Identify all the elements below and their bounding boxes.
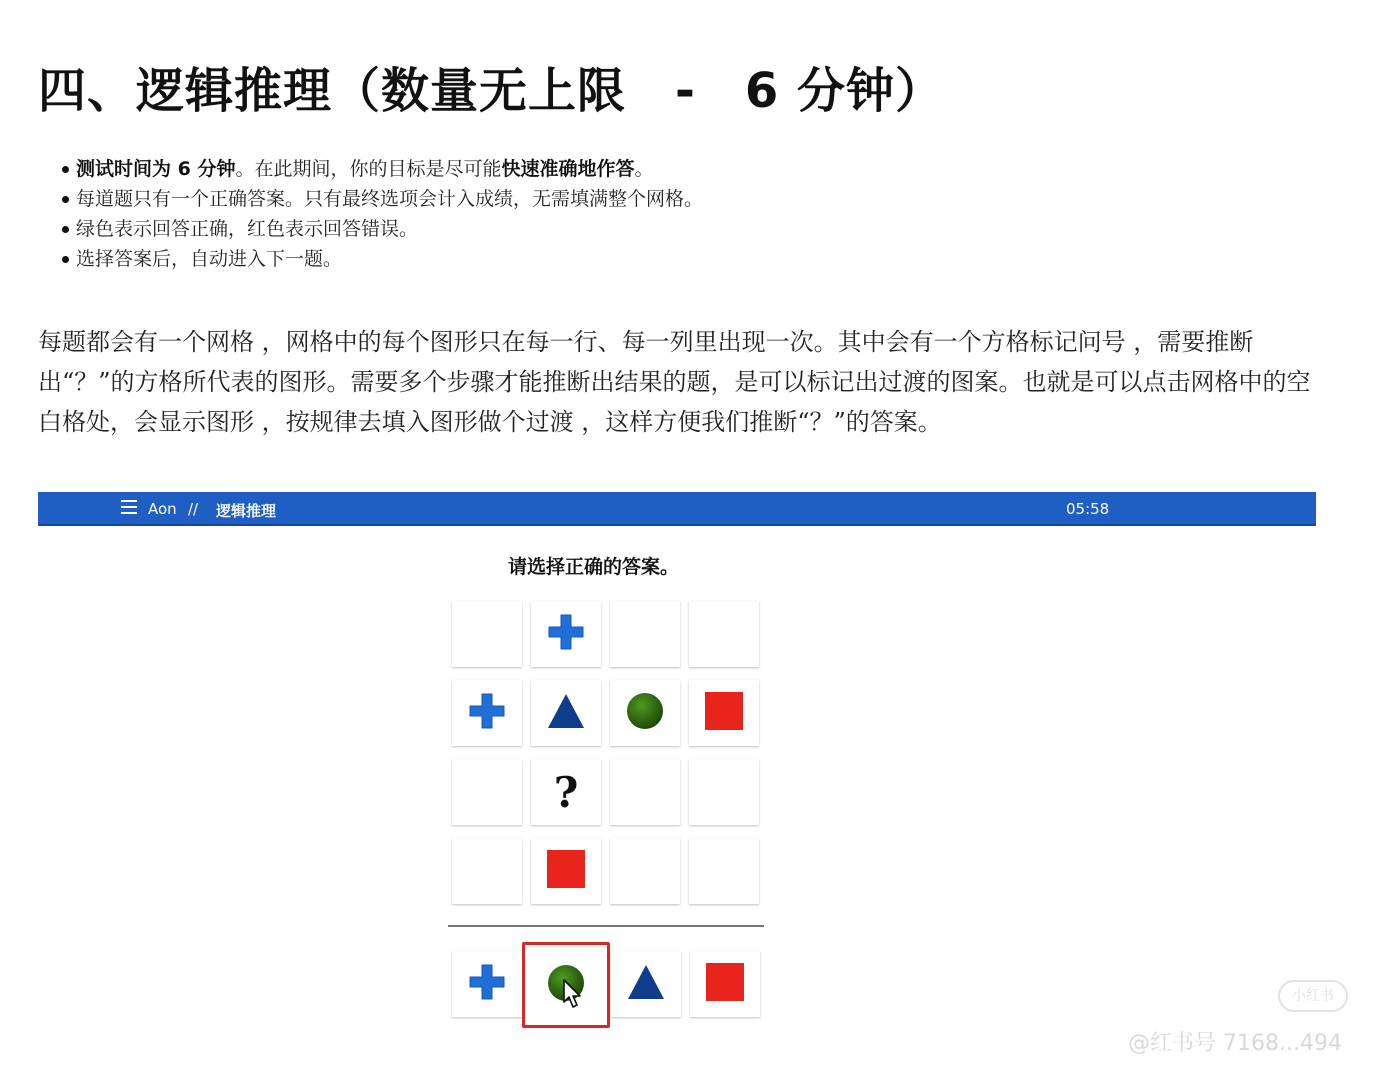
- answer-option-triangle[interactable]: [611, 951, 681, 1017]
- rule-text: 选择答案后，自动进入下一题。: [76, 248, 343, 270]
- rule-item: [76, 214, 976, 244]
- mouse-cursor-icon: [562, 978, 584, 1010]
- breadcrumb-separator: //: [188, 500, 199, 518]
- grid-cell[interactable]: [452, 838, 522, 904]
- grid-cell[interactable]: [689, 838, 759, 904]
- square-icon: [546, 849, 586, 893]
- menu-icon[interactable]: [121, 500, 137, 514]
- grid-cell: [531, 680, 601, 746]
- rule-item: [76, 244, 976, 274]
- grid-cell: [689, 680, 759, 746]
- square-icon: [705, 962, 745, 1006]
- rule-bold-text: 测试时间为 6 分钟: [76, 158, 236, 180]
- app-topbar: [38, 492, 1316, 526]
- rule-item: [76, 154, 976, 184]
- rule-text: 。在此期间，你的目标是尽可能: [235, 158, 502, 180]
- grid-cell[interactable]: [689, 601, 759, 667]
- rule-text: 。: [634, 158, 654, 180]
- options-divider: [448, 925, 764, 927]
- cross-icon: [467, 962, 507, 1006]
- cross-icon: [546, 612, 586, 656]
- grid-cell: [531, 601, 601, 667]
- rule-text: 每道题只有一个正确答案。只有最终选项会计入成绩，无需填满整个网格。: [76, 188, 704, 210]
- triangle-icon: [545, 691, 587, 735]
- circle-icon: [625, 691, 665, 735]
- grid-cell[interactable]: [452, 759, 522, 825]
- watermark-logo: 小红书: [1278, 980, 1348, 1012]
- grid-cell[interactable]: [610, 759, 680, 825]
- intro-paragraph: 每题都会有一个网格 ，网格中的每个图形只在每一行、每一列里出现一次。其中会有一个方格标记问号 ，需要推断出“？”的方格所代表的图形。需要多个步骤才能推断出结果的题，是可以标记出过渡的图案。也就是可以点击网格中的空白格处，会显示图形 ，按规律去填入图形做个过渡 ，这样方便我们推断“？”的答案。: [38, 328, 1311, 436]
- brand-name: Aon: [148, 500, 177, 518]
- grid-cell: [531, 838, 601, 904]
- cross-icon: [467, 691, 507, 735]
- rule-bold-text: 快速准确地作答: [501, 158, 635, 180]
- grid-cell[interactable]: [610, 838, 680, 904]
- question-prompt: 请选择正确的答案。: [508, 556, 680, 578]
- answer-option-cross[interactable]: [452, 951, 522, 1017]
- question-mark: ?: [553, 767, 579, 817]
- grid-cell: [610, 680, 680, 746]
- grid-cell[interactable]: [689, 759, 759, 825]
- answer-option-square[interactable]: [690, 951, 760, 1017]
- rule-text: 绿色表示回答正确，红色表示回答错误。: [76, 218, 419, 240]
- triangle-icon: [625, 962, 667, 1006]
- rules-list: [76, 154, 976, 274]
- grid-cell[interactable]: [452, 601, 522, 667]
- page-title: 四、逻辑推理（数量无上限 - 6 分钟）: [38, 63, 945, 119]
- grid-cell: [452, 680, 522, 746]
- square-icon: [704, 691, 744, 735]
- grid-cell: [531, 759, 601, 825]
- countdown-timer: 05:58: [1066, 500, 1110, 518]
- grid-cell[interactable]: [610, 601, 680, 667]
- watermark-text: @红书号 7168...494: [1128, 1031, 1342, 1056]
- rule-item: [76, 184, 976, 214]
- section-title: 逻辑推理: [216, 502, 277, 520]
